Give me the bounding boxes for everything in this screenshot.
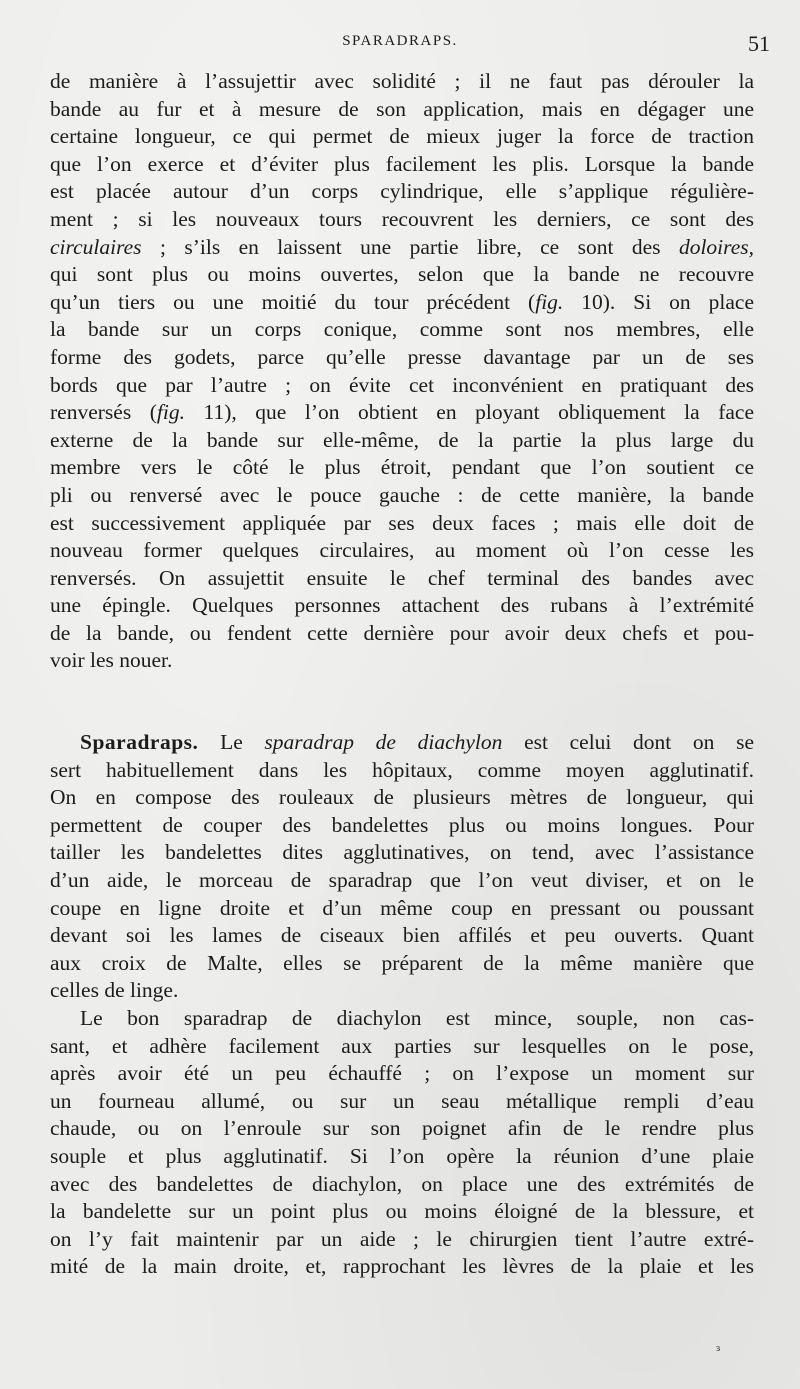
text-line: avec des bandelettes de diachylon, on place une des extrémités de bbox=[50, 1171, 754, 1196]
text-line: qu’un tiers ou une moitié du tour précédent (fig. 10). Si on place bbox=[50, 289, 754, 314]
text-line: la bandelette sur un point plus ou moins éloigné de la blessure, et bbox=[50, 1199, 754, 1224]
text-line: la bande sur un corps conique, comme sont nos membres, elle bbox=[50, 317, 754, 342]
text-line: souple et plus agglutinatif. Si l’on opère la réunion d’une plaie bbox=[50, 1143, 754, 1168]
text-line: On en compose des rouleaux de plusieurs mètres de longueur, qui bbox=[50, 785, 754, 810]
section-gap bbox=[50, 675, 754, 729]
running-title: SPARADRAPS. bbox=[342, 33, 458, 49]
text-line: de la bande, ou fendent cette dernière pour avoir deux chefs et pou- bbox=[50, 620, 754, 645]
text-line: bande au fur et à mesure de son application, mais en dégager une bbox=[50, 96, 754, 121]
text-line: permettent de couper des bandelettes plus ou moins longues. Pour bbox=[50, 812, 754, 837]
text-line: pli ou renversé avec le pouce gauche : de cette manière, la bande bbox=[50, 482, 754, 507]
signature-mark: ɜ bbox=[716, 1343, 721, 1354]
text-line: ment ; si les nouveaux tours recouvrent les derniers, ce sont des bbox=[50, 206, 754, 231]
term-doloires: doloires, bbox=[678, 234, 754, 259]
text-line: de manière à l’assujettir avec solidité ; il ne faut pas dérouler la bbox=[50, 69, 754, 93]
text-line: après avoir été un peu échauffé ; on l’expose un moment sur bbox=[50, 1061, 754, 1086]
text-line: un fourneau allumé, ou sur un seau métallique rempli d’eau bbox=[50, 1088, 754, 1113]
figure-reference: fig. bbox=[535, 289, 564, 314]
text-line: externe de la bande sur elle-même, de la partie la plus large du bbox=[50, 427, 754, 452]
text-line: on l’y fait maintenir par un aide ; le chirurgien tient l’autre extré- bbox=[50, 1226, 754, 1251]
text-line: d’un aide, le morceau de sparadrap que l’on veut diviser, et on le bbox=[50, 868, 754, 893]
term-circulaires: circulaires bbox=[50, 234, 142, 259]
text-line: bords que par l’autre ; on évite cet inconvénient en pratiquant des bbox=[50, 372, 754, 397]
text-line: aux croix de Malte, elles se préparent de la même manière que bbox=[50, 950, 754, 975]
figure-reference: fig. bbox=[156, 400, 185, 425]
text-line: nouveau former quelques circulaires, au moment où l’on cesse les bbox=[50, 538, 754, 563]
page-number: 51 bbox=[748, 31, 770, 56]
text-line: renversés (fig. 11), que l’on obtient en ployant obliquement la face bbox=[50, 400, 754, 425]
text-line: sant, et adhère facilement aux parties sur lesquelles on le pose, bbox=[50, 1033, 754, 1058]
text-line: tailler les bandelettes dites agglutinatives, on tend, avec l’assistance bbox=[50, 840, 754, 865]
term-sparadrap-de-diachylon: sparadrap de diachylon bbox=[264, 730, 503, 755]
text-line: sert habituellement dans les hôpitaux, comme moyen agglutinatif. bbox=[50, 757, 754, 782]
paragraph-good-sparadrap bbox=[50, 1005, 754, 1281]
text-line: est successivement appliquée par ses deux faces ; mais elle doit de bbox=[50, 510, 754, 535]
text-line: est placée autour d’un corps cylindrique, elle s’applique régulière- bbox=[50, 179, 754, 204]
text-line: coupe en ligne droite et d’un même coup en pressant ou poussant bbox=[50, 895, 754, 920]
text-line: devant soi les lames de ciseaux bien affilés et peu ouverts. Quant bbox=[50, 923, 754, 948]
text-line: certaine longueur, ce qui permet de mieux juger la force de traction bbox=[50, 124, 754, 149]
paragraph-sparadraps bbox=[50, 729, 754, 1005]
text-line: forme des godets, parce qu’elle presse davantage par un de ses bbox=[50, 344, 754, 369]
text-line: que l’on exerce et d’éviter plus facilement les plis. Lorsque la bande bbox=[50, 151, 754, 176]
text-line: chaude, ou on l’enroule sur son poignet afin de le rendre plus bbox=[50, 1116, 754, 1141]
text-line: renversés. On assujettit ensuite le chef terminal des bandes avec bbox=[50, 565, 754, 590]
text-line: voir les nouer. bbox=[50, 648, 173, 673]
text-line: une épingle. Quelques personnes attachent des rubans à l’extrémité bbox=[50, 593, 754, 618]
text-line: circulaires ; s’ils en laissent une partie libre, ce sont des doloires, bbox=[50, 234, 754, 259]
text-line: Sparadraps. Le sparadrap de diachylon est celui dont on se bbox=[80, 730, 754, 755]
running-head bbox=[0, 33, 800, 57]
text-line: mité de la main droite, et, rapprochant les lèvres de la plaie et les bbox=[50, 1254, 754, 1279]
page-body bbox=[50, 68, 754, 1281]
text-line: Le bon sparadrap de diachylon est mince, souple, non cas- bbox=[80, 1006, 754, 1030]
paragraph-bandage-technique bbox=[50, 68, 754, 675]
text-line: qui sont plus ou moins ouvertes, selon que la bande ne recouvre bbox=[50, 262, 754, 287]
text-line: celles de linge. bbox=[50, 978, 179, 1003]
text-line: membre vers le côté le plus étroit, pendant que l’on soutient ce bbox=[50, 455, 754, 480]
section-heading: Sparadraps. bbox=[80, 730, 199, 755]
